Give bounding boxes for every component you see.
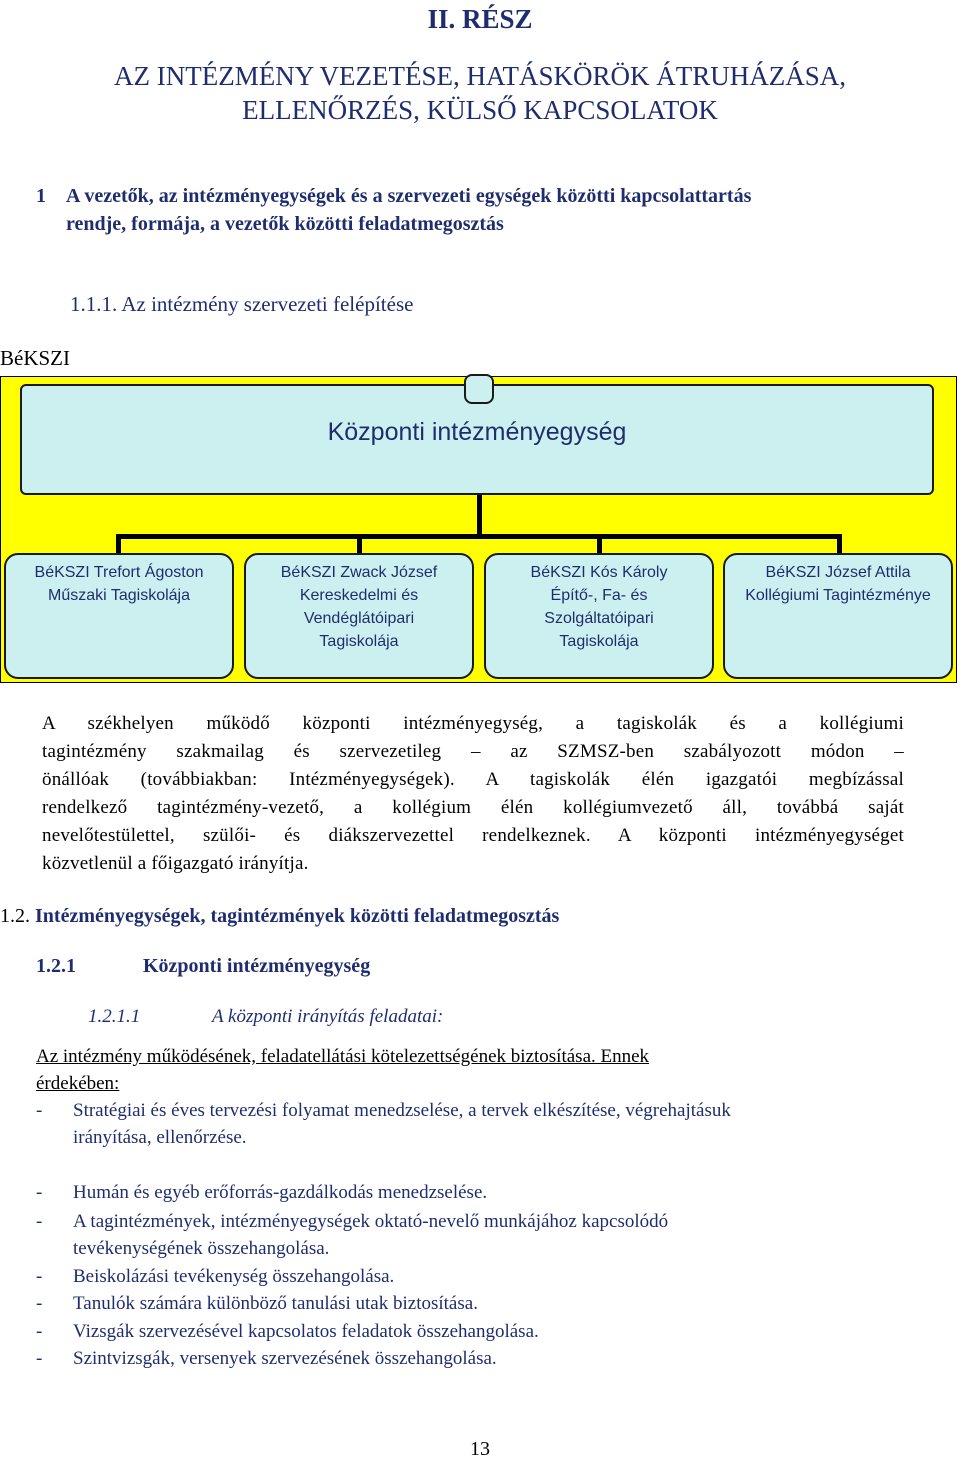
bullet-text: Humán és egyéb erőforrás-gazdálkodás menedzselése. — [73, 1182, 488, 1203]
org-label: BéKSZI — [0, 346, 70, 370]
bullet-item — [36, 1345, 916, 1372]
paragraph-line: közvetlenül a főigazgató irányítja. — [42, 853, 309, 874]
section-1-2-1-1-heading — [88, 1006, 444, 1028]
bullet-dash: - — [36, 1266, 43, 1287]
paragraph-line: nevelőtestülettel, szülői- és diákszervezettel rendelkeznek. A központi intézményegységet — [42, 825, 904, 846]
paragraph-line: A székhelyen működő központi intézményegység, a tagiskolák és a kollégiumi — [42, 713, 904, 734]
bullet-item — [36, 1179, 916, 1206]
subsection-heading: 1.1.1. Az intézmény szervezeti felépítése — [70, 292, 414, 316]
connector-drop-2 — [357, 534, 362, 555]
connector-vertical — [477, 495, 482, 537]
bullet-dash: - — [36, 1182, 43, 1203]
part-title: II. RÉSZ — [427, 4, 533, 34]
bullet-item — [36, 1208, 916, 1262]
org-unit-line: Tagiskolája — [559, 633, 639, 650]
main-title-line-1: AZ INTÉZMÉNY VEZETÉSE, HATÁSKÖRÖK ÁTRUHÁZÁSA, — [114, 61, 846, 91]
org-unit-line: BéKSZI József Attila — [765, 564, 911, 581]
main-title-line-2: ELLENŐRZÉS, KÜLSŐ KAPCSOLATOK — [242, 95, 718, 125]
section-1-2-1-1-title: A központi irányítás feladatai: — [212, 1006, 444, 1027]
org-unit-trefort — [4, 553, 234, 679]
section-1-heading — [36, 182, 936, 242]
bullet-text: tevékenységének összehangolása. — [73, 1238, 330, 1259]
bullet-text: Vizsgák szervezésével kapcsolatos feladatok összehangolása. — [73, 1321, 539, 1342]
section-1-title-line-1: A vezetők, az intézményegységek és a szervezeti egységek közötti kapcsolattartás — [66, 185, 752, 207]
paragraph-line: rendelkező tagintézmény-vezető, a kollégium élén kollégiumvezető áll, továbbá saját — [42, 797, 904, 818]
bullet-text: A tagintézmények, intézményegységek oktató-nevelő munkájához kapcsolódó — [73, 1211, 669, 1232]
org-unit-line: Műszaki Tagiskolája — [48, 587, 190, 604]
connector-drop-3 — [597, 534, 602, 555]
section-1-title-line-2: rendje, formája, a vezetők közötti feladatmegosztás — [66, 213, 504, 235]
org-unit-line: Szolgáltatóipari — [544, 610, 654, 627]
bullet-dash: - — [36, 1321, 43, 1342]
org-unit-kos — [484, 553, 714, 679]
bullet-text: Szintvizsgák, versenyek szervezésének összehangolása. — [73, 1348, 497, 1369]
org-unit-zwack — [244, 553, 474, 679]
org-unit-line: BéKSZI Kós Károly — [530, 564, 668, 581]
page-number: 13 — [470, 1438, 490, 1460]
underlined-line-1: Az intézmény működésének, feladatellátási kötelezettségének biztosítása. Ennek — [36, 1046, 650, 1067]
bullet-dash: - — [36, 1348, 43, 1369]
bullet-text: Beiskolázási tevékenység összehangolása. — [73, 1266, 395, 1287]
section-1-2-1-1-number: 1.2.1.1 — [88, 1006, 141, 1027]
bullet-text: Tanulók számára különböző tanulási utak biztosítása. — [73, 1293, 478, 1314]
section-1-2-number: 1.2. — [0, 905, 30, 927]
bullet-item — [36, 1290, 916, 1317]
org-unit-line: BéKSZI Trefort Ágoston — [34, 564, 204, 581]
paragraph-line: tagintézmény szakmailag és szervezetileg – az SZMSZ-ben szabályozott módon – — [42, 741, 904, 762]
bullet-text: irányítása, ellenőrzése. — [73, 1127, 247, 1148]
org-unit-line: Tagiskolája — [319, 633, 399, 650]
section-1-2-title: Intézményegységek, tagintézmények közötti feladatmegosztás — [35, 905, 560, 927]
org-unit-line: Vendéglátóipari — [303, 610, 415, 627]
org-unit-line: Kollégiumi Tagintézménye — [745, 587, 931, 604]
section-1-2-1-title: Központi intézményegység — [143, 955, 371, 977]
section-1-2-1-heading — [36, 955, 371, 978]
section-1-number: 1 — [36, 185, 46, 207]
intro-paragraph — [42, 710, 904, 878]
paragraph-line: önállóak (továbbiakban: Intézményegységek). A tagiskolák élén igazgatói megbízással — [42, 769, 904, 790]
connector-horizontal — [116, 534, 842, 539]
bullet-dash: - — [36, 1293, 43, 1314]
bullet-dash: - — [36, 1211, 43, 1232]
bullet-item — [36, 1318, 916, 1345]
org-unit-line: BéKSZI Zwack József — [280, 564, 438, 581]
org-unit-jozsef-attila — [723, 553, 953, 679]
bullet-item — [36, 1097, 916, 1151]
org-unit-line: Kereskedelmi és — [299, 587, 419, 604]
org-top-unit: Központi intézményegység — [20, 384, 934, 495]
section-1-2-heading — [0, 902, 559, 930]
org-unit-line: Építő-, Fa- és — [550, 587, 648, 604]
connector-drop-4 — [837, 534, 842, 555]
org-top-tab — [464, 374, 494, 404]
connector-drop-1 — [116, 534, 121, 555]
section-1-2-1-number: 1.2.1 — [36, 955, 76, 977]
underlined-line-2: érdekében: — [36, 1073, 120, 1094]
bullet-text: Stratégiai és éves tervezési folyamat menedzselése, a tervek elkészítése, végrehajtásuk — [73, 1100, 731, 1121]
bullet-item — [36, 1263, 916, 1290]
bullet-dash: - — [36, 1100, 43, 1121]
